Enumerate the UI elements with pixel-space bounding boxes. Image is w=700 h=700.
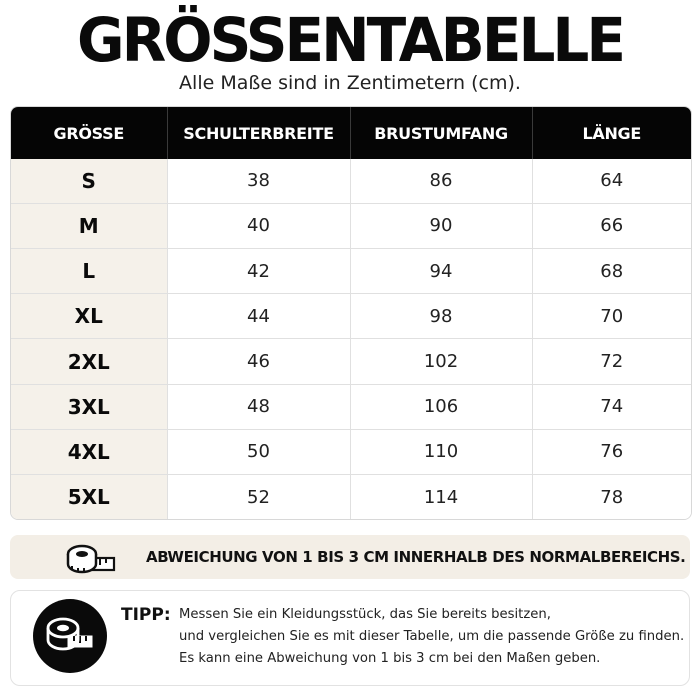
size-cell: M xyxy=(11,203,167,248)
length-cell: 76 xyxy=(532,429,691,474)
shoulder-width-cell: 38 xyxy=(167,159,350,203)
tip-box xyxy=(10,590,690,686)
shoulder-width-cell: 50 xyxy=(167,429,350,474)
length-cell: 74 xyxy=(532,384,691,429)
length-cell: 78 xyxy=(532,475,691,519)
length-cell: 64 xyxy=(532,159,691,203)
table-row xyxy=(11,203,691,248)
table-row xyxy=(11,294,691,339)
chest-cell: 86 xyxy=(350,159,532,203)
header-size: GRÖSSE xyxy=(11,107,167,159)
deviation-note xyxy=(10,535,690,579)
deviation-note-text: ABWEICHUNG VON 1 BIS 3 CM INNERHALB DES NORMALBEREICHS. xyxy=(146,548,686,566)
page-subtitle: Alle Maße sind in Zentimetern (cm). xyxy=(179,72,521,94)
tip-text xyxy=(179,604,684,670)
table-row xyxy=(11,475,691,519)
size-cell: XL xyxy=(11,294,167,339)
length-cell: 68 xyxy=(532,249,691,294)
table-row xyxy=(11,429,691,474)
chest-cell: 90 xyxy=(350,203,532,248)
shoulder-width-cell: 42 xyxy=(167,249,350,294)
size-cell: S xyxy=(11,159,167,203)
shoulder-width-cell: 40 xyxy=(167,203,350,248)
size-cell: 2XL xyxy=(11,339,167,384)
table-row xyxy=(11,384,691,429)
shoulder-width-cell: 48 xyxy=(167,384,350,429)
header-length: LÄNGE xyxy=(532,107,691,159)
chest-cell: 94 xyxy=(350,249,532,294)
size-table xyxy=(11,107,691,519)
chest-cell: 106 xyxy=(350,384,532,429)
shoulder-width-cell: 46 xyxy=(167,339,350,384)
length-cell: 72 xyxy=(532,339,691,384)
length-cell: 66 xyxy=(532,203,691,248)
size-cell: 3XL xyxy=(11,384,167,429)
table-row xyxy=(11,159,691,203)
table-row xyxy=(11,249,691,294)
chest-cell: 98 xyxy=(350,294,532,339)
table-row xyxy=(11,339,691,384)
tip-line: und vergleichen Sie es mit dieser Tabelle, um die passende Größe zu finden. xyxy=(179,629,685,644)
shoulder-width-cell: 44 xyxy=(167,294,350,339)
size-cell: L xyxy=(11,249,167,294)
chest-cell: 114 xyxy=(350,475,532,519)
header-shoulder-width: SCHULTERBREITE xyxy=(167,107,350,159)
chest-cell: 102 xyxy=(350,339,532,384)
measuring-tape-icon xyxy=(33,599,107,673)
tip-label: TIPP: xyxy=(121,605,171,625)
chest-cell: 110 xyxy=(350,429,532,474)
table-header-row xyxy=(11,107,691,159)
length-cell: 70 xyxy=(532,294,691,339)
header-chest: BRUSTUMFANG xyxy=(350,107,532,159)
size-cell: 5XL xyxy=(11,475,167,519)
measuring-tape-icon xyxy=(66,540,116,579)
page-title: GRÖSSENTABELLE xyxy=(77,4,623,76)
size-cell: 4XL xyxy=(11,429,167,474)
size-table-container xyxy=(10,106,692,520)
shoulder-width-cell: 52 xyxy=(167,475,350,519)
tip-line: Messen Sie ein Kleidungsstück, das Sie bereits besitzen, xyxy=(179,607,551,622)
tip-line: Es kann eine Abweichung von 1 bis 3 cm bei den Maßen geben. xyxy=(179,651,601,666)
